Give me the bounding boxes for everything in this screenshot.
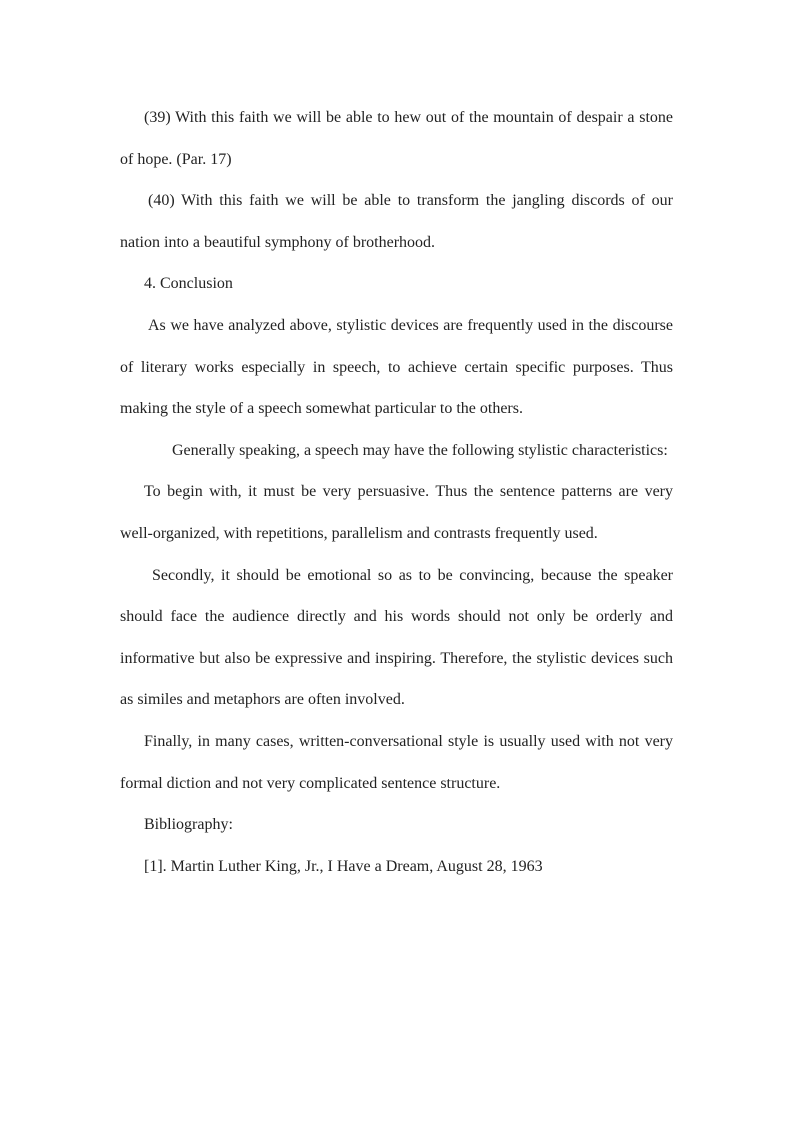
conclusion-heading: 4. Conclusion	[144, 275, 233, 293]
conversational-paragraph: Finally, in many cases, written-conversational style is usually used with not very formal diction and not very complicated sentence structure.	[120, 732, 673, 792]
persuasive-paragraph: To begin with, it must be very persuasive. Thus the sentence patterns are very well-organized, with repetitions, parallelism and contrasts frequently used.	[120, 483, 673, 542]
example-40-paragraph: (40) With this faith we will be able to transform the jangling discords of our nation into a beautiful symphony of brotherhood.	[120, 192, 673, 251]
bibliography-heading: Bibliography:	[144, 816, 233, 834]
emotional-paragraph: Secondly, it should be emotional so as to be convincing, because the speaker should face the audience directly and his words should not only be orderly and informative but also be expressive and inspiring. Therefore, the stylistic devices such as similes and metaphors are often involved.	[120, 566, 673, 709]
general-paragraph: Generally speaking, a speech may have the following stylistic characteristics:	[172, 441, 668, 459]
example-39-paragraph: (39) With this faith we will be able to hew out of the mountain of despair a stone of hope. (Par. 17)	[120, 109, 673, 168]
analysis-paragraph: As we have analyzed above, stylistic devices are frequently used in the discourse of literary works especially in speech, to achieve certain specific purposes. Thus making the style of a speech somewhat particular to the others.	[120, 316, 673, 418]
reference-item: [1]. Martin Luther King, Jr., I Have a Dream, August 28, 1963	[144, 857, 543, 875]
document-page	[120, 97, 673, 887]
